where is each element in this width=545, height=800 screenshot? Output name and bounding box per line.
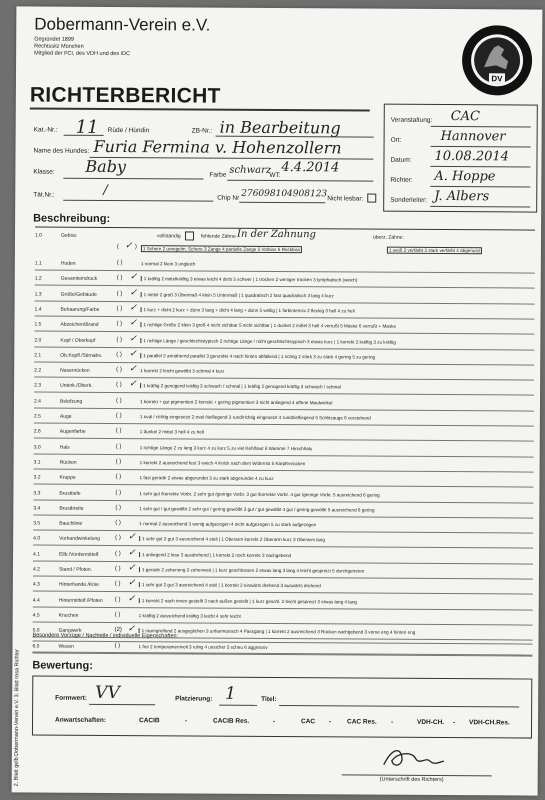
- row-rating-bracket[interactable]: ( ): [116, 351, 122, 358]
- row-options: 1 kurz + dicht 2 kurz + dünn 3 lang + dicht 4 lang + dünn 5 wellig | 1 farbintensiv 2 fleckig 3 hell 4 zu hell: [141, 307, 355, 313]
- taet-label: Tät.Nr.:: [33, 191, 55, 199]
- klasse-underline: [63, 178, 203, 180]
- row-label: Abzeichen/Brand: [60, 321, 99, 329]
- taet-value[interactable]: /: [103, 182, 108, 198]
- signature-label: (Unterschrift des Richters): [379, 776, 444, 784]
- row-rating-bracket[interactable]: ( ): [115, 443, 122, 450]
- anwartschaften-label: Anwartschaften:: [55, 716, 107, 724]
- gebiss-vollstaendig-checkbox[interactable]: [185, 231, 194, 240]
- title-rule: [30, 107, 370, 111]
- gebiss-bracket-close: ): [134, 244, 137, 251]
- row-check-mark: ✓: [129, 318, 138, 329]
- bewertung-title: Bewertung:: [32, 659, 93, 672]
- row-options: 1 richtige Länge 2 zu lang 3 kurz 4 zu kurz 5 zu viel Kehlhaut 6 Wamme 7 Hirschhals: [139, 444, 313, 451]
- row-number: 2.1: [34, 352, 42, 359]
- row-label: Knochen: [58, 612, 79, 619]
- row-rating-bracket[interactable]: ( ): [116, 321, 123, 328]
- datum-value[interactable]: 10.08.2014: [434, 148, 509, 165]
- row-options: 1 mittel 2 groß 3 Übermaß 4 klein 5 Untermaß | 1 quadratisch 2 fast quadratisch 3 lang 4 kurz: [141, 292, 334, 298]
- row-label: Kruppe: [59, 474, 76, 481]
- row-label: Hoden: [60, 260, 76, 267]
- anw-cacib-res[interactable]: CACIB Res.: [213, 717, 250, 725]
- row-rating-bracket[interactable]: ( ): [116, 290, 123, 297]
- event-row-datum: [390, 149, 532, 170]
- event-row-veranstaltung: [391, 109, 533, 130]
- wt-value[interactable]: 4.4.2014: [281, 160, 340, 176]
- row-rating-bracket[interactable]: ( ): [116, 382, 122, 389]
- row-label: Augenfarbe: [59, 428, 86, 436]
- row-options: 1 richtige Länge / geschlechtstypisch 2 richtige Länge / nicht geschlechtstypisch 3 etwas kurz | 1 korrekt 2 kräftig 3 zu kräftig: [140, 338, 395, 345]
- platzierung-label: Platzierung:: [175, 695, 213, 703]
- platzierung-value[interactable]: 1: [225, 683, 237, 704]
- row-number: 1.3: [34, 291, 42, 298]
- club-founded: Gegründet 1899: [34, 36, 74, 43]
- row-number: 1.1: [34, 260, 42, 267]
- row-number: 2.5: [33, 413, 41, 420]
- gebiss-check-mark: ✓: [124, 241, 133, 252]
- richter-label: Richter:: [390, 176, 413, 184]
- sonderleiter-value[interactable]: J. Albers: [434, 188, 490, 205]
- ort-value[interactable]: Hannover: [440, 128, 506, 145]
- row-check-mark: ✓: [127, 563, 136, 574]
- row-gebiss: [34, 228, 535, 260]
- row-number: 1.5: [34, 321, 42, 328]
- row-options: 1 sehr gut /korrekte Vorbr. 2 sehr gut /geringe Vorbr. 3 gut /korrekte Vorbr. 4 gut /geringe Vorbr. 5 ausreichend 6 gering: [139, 490, 380, 498]
- row-rating-bracket[interactable]: ( ): [115, 504, 122, 511]
- kat-value[interactable]: 11: [75, 116, 99, 138]
- titel-underline: [279, 705, 519, 707]
- row-number: 4.2: [32, 566, 40, 573]
- row-label: Brusttiefe: [59, 490, 81, 497]
- row-label: Brustbreite: [59, 505, 84, 512]
- row-number: 2.3: [34, 382, 42, 389]
- row-rating-bracket[interactable]: ( ): [114, 611, 121, 618]
- kat-label: Kat.-Nr.:: [33, 126, 58, 134]
- row-rating-bracket[interactable]: ( ): [115, 428, 122, 435]
- gebiss-num: 1.0: [34, 232, 42, 239]
- row-number: 3.3: [33, 490, 41, 497]
- anw-sep-2: -: [273, 717, 276, 725]
- row-label: Auge: [59, 413, 72, 420]
- gebiss-options-2: 1 weiß 2 verfärbt 3 stark verfärbt 4 abgenutzt: [387, 247, 482, 255]
- row-options: 1 dunkel 2 mittel 3 hell 4 zu hell: [139, 429, 204, 435]
- row-rating-bracket[interactable]: ( ): [116, 367, 122, 374]
- row-number: 1.2: [34, 275, 42, 282]
- row-number: 4.1: [33, 551, 41, 558]
- row-label: Kopf / Oberkopf: [60, 337, 96, 344]
- row-number: 4.3: [32, 581, 40, 588]
- row-label: Hinterhande./Knie: [58, 581, 99, 589]
- veranstaltung-underline: [431, 126, 531, 128]
- farbe-label: Farbe: [209, 171, 227, 179]
- zb-value[interactable]: in Bearbeitung: [219, 117, 341, 138]
- row-number: 3.1: [33, 459, 41, 466]
- row-number: 2.6: [33, 428, 41, 435]
- row-options: 1 korrekt 2 leicht gewölbt 3 schmal 4 kurz: [140, 368, 225, 374]
- row-rating-bracket[interactable]: ( ): [116, 260, 123, 267]
- row-number: 3.5: [33, 520, 41, 527]
- row-options: 1 normal 2 klein 3 ungleich: [140, 261, 196, 267]
- row-label: Belefzung: [59, 398, 83, 405]
- row-check-mark: ✓: [129, 333, 137, 344]
- anw-sep-1: -: [185, 717, 188, 725]
- row-options: 1 oval / richtig eingesetzt 2 oval /tiefliegend 3 rund/richtig eingesetzt 4 rund/tiefliegend 5 Schlitzauge 6 vorstehend: [139, 414, 371, 421]
- event-box: [383, 104, 538, 213]
- ort-underline: [431, 146, 531, 148]
- row-number: 2.2: [34, 367, 42, 374]
- row-label: Behaarung/Farbe: [60, 306, 100, 313]
- beschreibung-title: Beschreibung:: [33, 212, 111, 225]
- row-label: Stand / Pfoten.: [58, 566, 93, 573]
- row-check-mark: ✓: [129, 348, 137, 359]
- row-label: Hintermittelf./Pfoten: [58, 597, 103, 604]
- farbe-wt-underline: [227, 180, 373, 182]
- row-options: 1 kräftig 2 ausreichend kräftig 3 leicht 4 sehr leicht: [138, 613, 241, 619]
- row-rating-bracket[interactable]: ( ): [114, 566, 121, 573]
- judge-signature: [378, 743, 448, 773]
- row-options: 1 sehr gut / gut gewölbt 2 sehr gut / gering gewölbt 3 gut / gut gewölbt 4 gut / gering gewölbt 5 ausreichend 6 gering: [139, 505, 375, 513]
- gebiss-options-1: 1 Schere 2 unregelm. Schere 3 Zange 4 partielle Zange 5 Vorbiss 6 Rückbiss: [141, 245, 302, 253]
- row-options: 1 normal 2 ausreichend 3 wenig aufgezogen 4 nicht aufgezogen 5 zu stark aufgezogen: [139, 521, 317, 528]
- row-label: Gesamteindruck: [60, 275, 98, 283]
- event-row-sonderleiter: [390, 189, 532, 210]
- row-options: 1 gerade 2 zeheneng 3 zehenweit | 1 kurz geschlossen 2 etwas lang 3 lang 4 leicht gespreizt 5 durchgetreten: [139, 567, 364, 573]
- row-options: 1 sehr gut 2 gut 3 ausreichend 4 steil | 1 korrekt 2 einwärts drehend 3 auswärts drehend: [139, 582, 321, 588]
- formwert-underline: [89, 704, 155, 705]
- row-number: 4.0: [33, 535, 41, 542]
- row-options: 1 kräftig 2 genügend kräftig 3 schwach / schmal | 1 kräftig 2 genügend kräftig 3 schwach / schmal: [140, 384, 341, 390]
- row-rating-bracket[interactable]: ( ): [116, 275, 123, 282]
- row-rating-bracket[interactable]: ( ): [115, 397, 122, 404]
- anw-cac[interactable]: CAC: [301, 718, 316, 726]
- nicht-lesbar-checkbox[interactable]: [367, 194, 376, 203]
- row-check-mark: ✓: [128, 532, 136, 543]
- wt-label: WT:: [269, 171, 281, 180]
- gebiss-bracket: (: [116, 244, 119, 251]
- klasse-value[interactable]: Baby: [85, 156, 127, 177]
- gebiss-fehlende-value[interactable]: In der Zahnung: [236, 228, 316, 241]
- report-title: RICHTERBERICHT: [29, 83, 221, 108]
- chip-underline: [239, 202, 325, 204]
- dog-name-label: Name des Hundes:: [33, 147, 90, 155]
- row-options: 1 parallel 2 annähernd parallel 3 gerundet 4 nach hinten abfallend | 1 richtig 2 stark 3 zu stark 4 gering 5 zu gering: [140, 353, 375, 359]
- row-label: Nasenrücken: [60, 367, 90, 374]
- row-label: Ob.Kopfl./Stirnabs.: [60, 352, 103, 359]
- row-number: 3.4: [33, 505, 41, 512]
- row-label: Gangwerk: [58, 627, 82, 634]
- anw-cacib[interactable]: CACIB: [139, 717, 160, 725]
- row-options: 1 frei 2 temperamentvoll 3 ruhig 4 unsicher 5 scheu 6 aggressiv: [138, 643, 268, 650]
- row-options: 1 kräftig 2 mittelkräftig 3 etwas leicht 4 derb 5 schwer | 1 trocken 2 weniger trocken 3 lymphatisch (weich): [141, 276, 358, 282]
- row-number: 1.4: [34, 306, 42, 313]
- anw-sep-4: -: [391, 718, 394, 726]
- anw-vdh-ch-res[interactable]: VDH-CH.Res.: [469, 719, 510, 727]
- row-label: Größe/Gebäude: [60, 291, 97, 298]
- sonderleiter-label: Sonderleiter:: [390, 196, 428, 204]
- richter-underline: [430, 186, 530, 188]
- datum-label: Datum:: [390, 156, 412, 164]
- club-seal-logo: [460, 23, 534, 97]
- farbe-value[interactable]: schwarz: [229, 164, 272, 176]
- row-label: Bauchlinie: [59, 520, 83, 527]
- zb-label: ZB-Nr.:: [191, 127, 213, 135]
- row-rating-bracket[interactable]: ( ): [114, 642, 121, 649]
- row-label: Rücken: [59, 459, 77, 466]
- taet-underline: [63, 200, 213, 202]
- row-check-mark: ✓: [129, 287, 138, 298]
- event-row-ort: [391, 129, 533, 150]
- row-options: 1 richtige Größe 2 klein 3 groß 4 nicht sichtbar 5 nicht sichtbar | 1 dunkel 2 mittel 3 hell 4 verrußt 5 Maske 6 verrußt + Maske: [140, 322, 396, 329]
- row-rating-bracket[interactable]: ( ): [116, 336, 123, 343]
- kat-underline: [64, 135, 104, 136]
- row-check-mark: ✓: [129, 379, 137, 390]
- row-options: 1 korrekt 2 nach innen gestellt 3 nach außen gestellt | 1 kurz geschl. 2 leicht gespreizt 3 etwas lang 4 lang: [139, 598, 357, 604]
- chip-label: Chip Nr: [217, 194, 240, 202]
- nicht-lesbar-label: Nicht lesbar:: [327, 195, 364, 203]
- side-copy-note: 2. Blatt gelb Dobermann-Verein e.V. 3. Blatt rosa Richter: [13, 649, 21, 787]
- row-number: 2.0: [34, 337, 42, 344]
- datum-underline: [430, 166, 530, 168]
- row-label: Unterk./Oberk.: [60, 383, 93, 390]
- row-check-mark: ✓: [129, 302, 138, 314]
- row-rating-bracket[interactable]: ( ): [115, 520, 121, 527]
- row-number: 3.2: [33, 474, 41, 481]
- row-options: 1 sehr gut 2 gut 3 ausreichend 4 steil | 1 Oberarm korrekt 2 Oberarm kurz 3 Oberarm lang: [139, 537, 325, 543]
- row-options: 1 korrekt 2 ausreichend fest 3 weich 4 Knick nach dem Widerrist 5 Karpfenrücken: [139, 460, 306, 467]
- formwert-label: Formwert:: [55, 694, 87, 702]
- platzierung-underline: [219, 705, 257, 706]
- row-number: 6.0: [32, 643, 40, 650]
- row-options: 1 fast gerade 2 etwas abgerundet 3 zu stark abgerundet 4 zu kurz: [139, 475, 274, 482]
- ort-label: Ort:: [390, 136, 402, 144]
- row-check-mark: ✓: [129, 272, 138, 283]
- row-label: Wesen: [58, 643, 75, 650]
- row-check-mark: ✓: [127, 624, 136, 635]
- row-rating-bracket[interactable]: ( ): [115, 489, 122, 496]
- row-rating-bracket[interactable]: ( ): [116, 305, 123, 312]
- row-check-mark: ✓: [128, 547, 136, 558]
- row-label: Hals: [59, 444, 70, 451]
- row-options: 1 raumgreifend 2 ausgeglichen 3 unharmonisch 4 Passgang | 1 korrekt 2 ausreichend 3 Rücken nachgebend 3 vorne eng 4 hinten eng: [139, 628, 416, 635]
- row-check-mark: ✓: [127, 593, 136, 604]
- row-options: 1 korrekt + gut pigmentiert 2 korrekt + gering pigmentiert 3 nicht anliegend 4 offene Maulwinkel: [139, 398, 333, 406]
- anw-sep-5: -: [453, 719, 456, 727]
- besondere-label: Besondere Vorzüge / Nachteile / individuelle Eigenschaften:: [32, 632, 179, 640]
- club-seat: Rechtssitz München: [34, 43, 84, 50]
- row-rating-bracket[interactable]: (2): [114, 627, 122, 634]
- row-check-mark: ✓: [129, 364, 137, 375]
- formwert-value[interactable]: VV: [95, 682, 120, 704]
- event-row-richter: [390, 169, 532, 190]
- row-rating-bracket[interactable]: ( ): [114, 596, 121, 603]
- sonderleiter-underline: [430, 206, 530, 208]
- veranstaltung-value[interactable]: CAC: [450, 109, 481, 125]
- gebiss-label: Gebiss: [60, 232, 77, 239]
- gebiss-fehlende-label: fehlende Zähne: [200, 233, 236, 240]
- row-rating-bracket[interactable]: ( ): [115, 413, 122, 420]
- anw-sep-3: -: [329, 718, 332, 726]
- anw-vdh-ch[interactable]: VDH-CH.: [417, 718, 445, 727]
- row-number: 3.0: [33, 444, 41, 451]
- row-rating-bracket[interactable]: ( ): [115, 550, 121, 557]
- row-rating-bracket[interactable]: ( ): [114, 581, 121, 588]
- row-number: 4.4: [32, 597, 40, 604]
- club-membership: Mitglied der FCI, des VDH und des IDC: [34, 50, 131, 58]
- club-name: Dobermann-Verein e.V.: [34, 14, 211, 35]
- row-label: Vorhandwinkelung: [59, 536, 101, 543]
- anw-cac-res[interactable]: CAC Res.: [347, 718, 377, 726]
- bewertung-box: [32, 676, 532, 739]
- gebiss-vollstaendig-label: vollständig: [156, 233, 181, 240]
- chip-value[interactable]: 276098104908123: [241, 188, 328, 200]
- gebiss-ueberz-label: überz. Zähne:: [372, 234, 404, 241]
- sex-label: Rüde / Hündin: [107, 126, 150, 135]
- titel-label: Titel:: [261, 695, 277, 704]
- row-rating-bracket[interactable]: ( ): [115, 474, 122, 481]
- seal-text: DV: [491, 74, 503, 84]
- klasse-label: Klasse:: [33, 168, 55, 176]
- row-number: 2.4: [33, 398, 41, 405]
- row-number: 4.5: [32, 612, 40, 619]
- row-label: Ellb./Vordermittelf.: [59, 551, 100, 558]
- dog-name-value[interactable]: Furia Fermina v. Hohenzollern: [93, 136, 342, 158]
- row-rating-bracket[interactable]: ( ): [115, 458, 122, 465]
- row-rating-bracket[interactable]: ( ): [115, 535, 121, 542]
- report-sheet: [12, 6, 543, 795]
- veranstaltung-label: Veranstaltung:: [390, 116, 433, 124]
- row-options: 1 anliegend 2 lose 3 ausdrehend | 1 korrekt 2 noch korrekt 3 nachgebend: [139, 552, 291, 558]
- row-check-mark: ✓: [127, 578, 136, 589]
- richter-value[interactable]: A. Hoppe: [434, 168, 496, 185]
- row-number: 5.0: [32, 627, 40, 634]
